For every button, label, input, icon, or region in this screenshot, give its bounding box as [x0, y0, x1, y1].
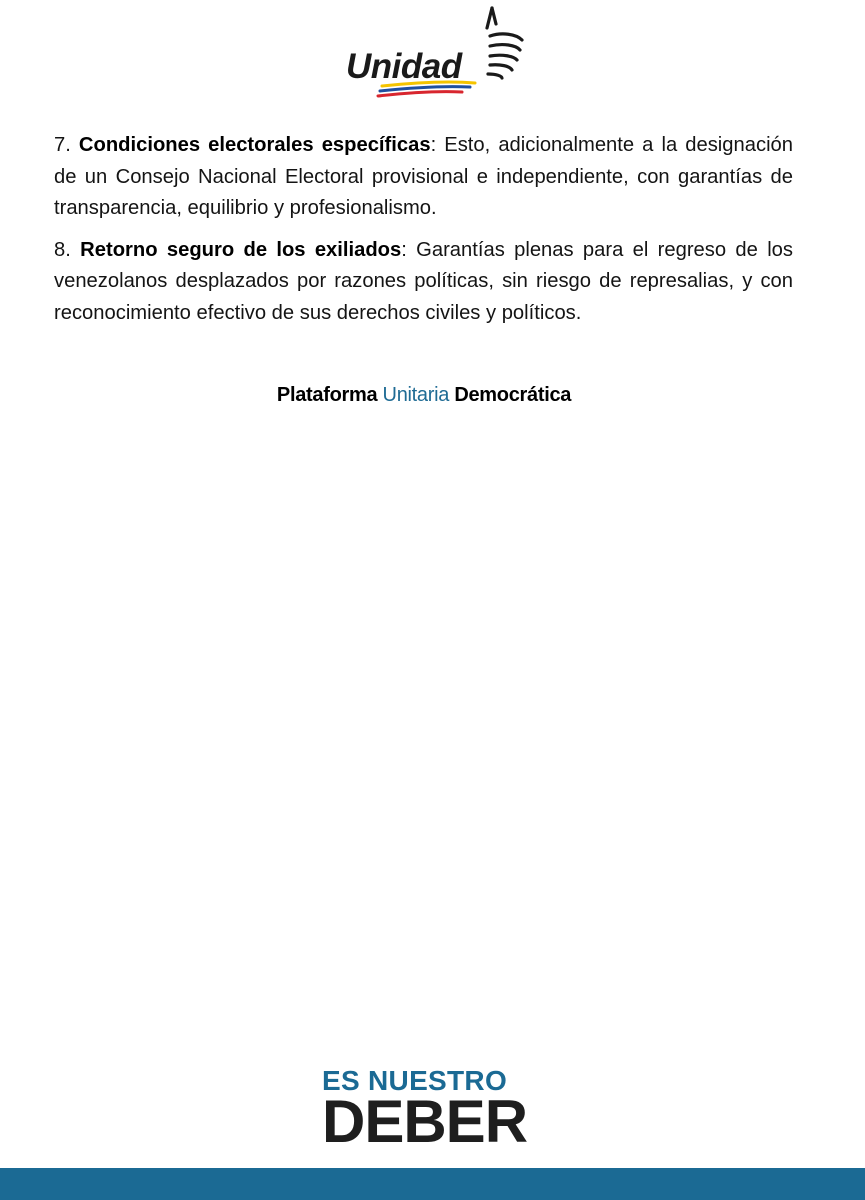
- unidad-logo: [340, 2, 530, 102]
- document-body: [54, 130, 793, 339]
- paragraph-title: Retorno seguro de los exiliados: [80, 238, 402, 261]
- signature-part: Democrática: [449, 384, 572, 406]
- slogan: [322, 1065, 528, 1155]
- signature: [0, 384, 848, 407]
- paragraph-body: : Garantías plenas para el regreso de los venezolanos desplazados por razones políticas, sin riesgo de represalias, y con reconocimiento efectivo de sus derechos civiles y políticos.: [54, 238, 793, 324]
- slogan-line-2: DEBER: [322, 1088, 528, 1155]
- signature-part: Plataforma: [276, 384, 383, 406]
- slogan-line-1: ES NUESTRO: [322, 1065, 508, 1096]
- paragraph-body: : Esto, adicionalmente a la designación de un Consejo Nacional Electoral provisional e independiente, con garantías de transparencia, equilibrio y profesionalismo.: [54, 134, 794, 219]
- paragraph-item: [54, 130, 793, 225]
- paragraph-title: Condiciones electorales específicas: [78, 134, 431, 156]
- signature-accent: Unitaria: [382, 384, 450, 406]
- paragraph-number: 7.: [54, 134, 71, 156]
- footer-bar: [0, 1168, 865, 1200]
- paragraph-item: [54, 235, 793, 330]
- logo-text: Unidad: [346, 47, 462, 86]
- hand-icon: [487, 8, 522, 78]
- paragraph-number: 8.: [54, 238, 71, 261]
